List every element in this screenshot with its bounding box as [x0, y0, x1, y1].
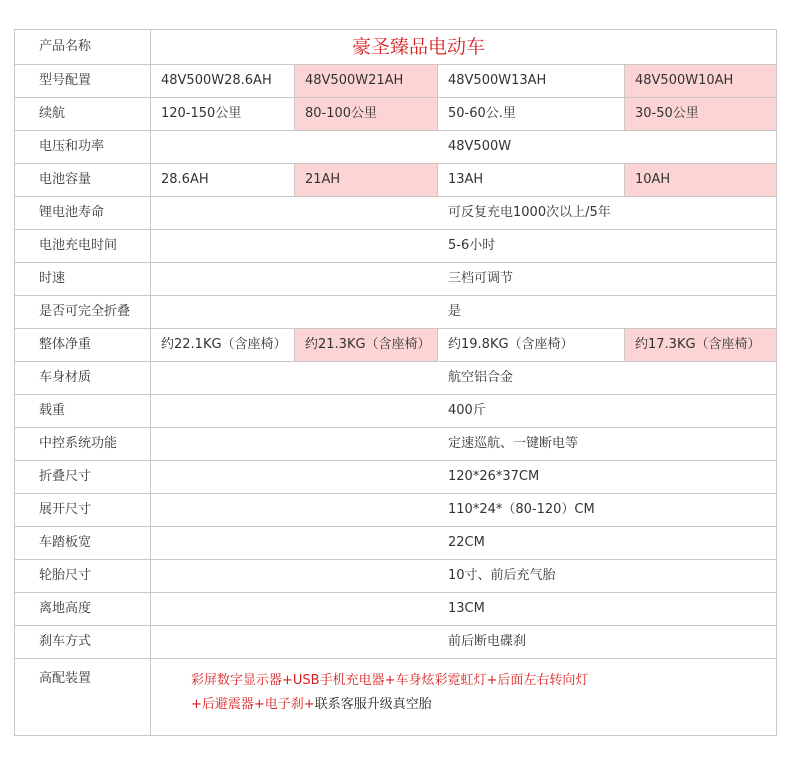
row-value: 22CM [151, 527, 777, 560]
table-row [15, 98, 777, 131]
battery-capacity-1: 28.6AH [151, 164, 295, 197]
row-label: 车踏板宽 [15, 527, 151, 560]
model-config-2: 48V500W21AH [295, 65, 438, 98]
model-config-3: 48V500W13AH [438, 65, 625, 98]
table-row [15, 659, 777, 736]
range-3: 50-60公.里 [438, 98, 625, 131]
table-row [15, 560, 777, 593]
table-row [15, 230, 777, 263]
table-row [15, 197, 777, 230]
extras-line-2-red: +后避震器+电子刹+ [191, 697, 315, 712]
row-value: 航空铝合金 [151, 362, 777, 395]
range-2: 80-100公里 [295, 98, 438, 131]
row-label: 电压和功率 [15, 131, 151, 164]
range-1: 120-150公里 [151, 98, 295, 131]
battery-capacity-3: 13AH [438, 164, 625, 197]
row-label: 电池容量 [15, 164, 151, 197]
row-label: 产品名称 [15, 30, 151, 65]
row-label: 电池充电时间 [15, 230, 151, 263]
row-label: 是否可完全折叠 [15, 296, 151, 329]
row-label: 展开尺寸 [15, 494, 151, 527]
row-value: 5-6小时 [151, 230, 777, 263]
row-value: 48V500W [151, 131, 777, 164]
table-row [15, 461, 777, 494]
net-weight-3: 约19.8KG（含座椅） [438, 329, 625, 362]
extras-line-2 [191, 693, 776, 717]
row-value: 是 [151, 296, 777, 329]
range-4: 30-50公里 [625, 98, 777, 131]
table-row [15, 494, 777, 527]
row-value: 三档可调节 [151, 263, 777, 296]
row-label: 载重 [15, 395, 151, 428]
table-row [15, 65, 777, 98]
row-label: 型号配置 [15, 65, 151, 98]
net-weight-1: 约22.1KG（含座椅） [151, 329, 295, 362]
row-label: 折叠尺寸 [15, 461, 151, 494]
extras-line-2-dark: 联系客服升级真空胎 [314, 697, 432, 712]
table-row [15, 164, 777, 197]
table-row [15, 626, 777, 659]
row-label: 轮胎尺寸 [15, 560, 151, 593]
table-row [15, 30, 777, 65]
row-value: 13CM [151, 593, 777, 626]
product-title: 豪圣臻品电动车 [151, 30, 777, 65]
table-row [15, 131, 777, 164]
row-label: 刹车方式 [15, 626, 151, 659]
table-row [15, 395, 777, 428]
extras-text [151, 659, 776, 717]
extras-line-1: 彩屏数字显示器+USB手机充电器+车身炫彩霓虹灯+后面左右转向灯 [191, 673, 589, 688]
model-config-4: 48V500W10AH [625, 65, 777, 98]
row-value: 可反复充电1000次以上/5年 [151, 197, 777, 230]
row-label: 整体净重 [15, 329, 151, 362]
row-value: 前后断电碟刹 [151, 626, 777, 659]
battery-capacity-2: 21AH [295, 164, 438, 197]
table-row [15, 527, 777, 560]
row-label: 车身材质 [15, 362, 151, 395]
row-value: 110*24*（80-120）CM [151, 494, 777, 527]
table-row [15, 593, 777, 626]
row-value: 10寸、前后充气胎 [151, 560, 777, 593]
net-weight-2: 约21.3KG（含座椅） [295, 329, 438, 362]
net-weight-4: 约17.3KG（含座椅） [625, 329, 777, 362]
row-label: 中控系统功能 [15, 428, 151, 461]
spec-table [14, 29, 777, 736]
row-value: 400斤 [151, 395, 777, 428]
table-row [15, 362, 777, 395]
row-label: 高配装置 [15, 659, 151, 736]
table-row [15, 296, 777, 329]
row-label: 时速 [15, 263, 151, 296]
extras-cell [151, 659, 777, 736]
row-value: 定速巡航、一键断电等 [151, 428, 777, 461]
model-config-1: 48V500W28.6AH [151, 65, 295, 98]
row-value: 120*26*37CM [151, 461, 777, 494]
row-label: 锂电池寿命 [15, 197, 151, 230]
row-label: 续航 [15, 98, 151, 131]
table-row [15, 263, 777, 296]
table-row [15, 329, 777, 362]
battery-capacity-4: 10AH [625, 164, 777, 197]
row-label: 离地高度 [15, 593, 151, 626]
table-row [15, 428, 777, 461]
